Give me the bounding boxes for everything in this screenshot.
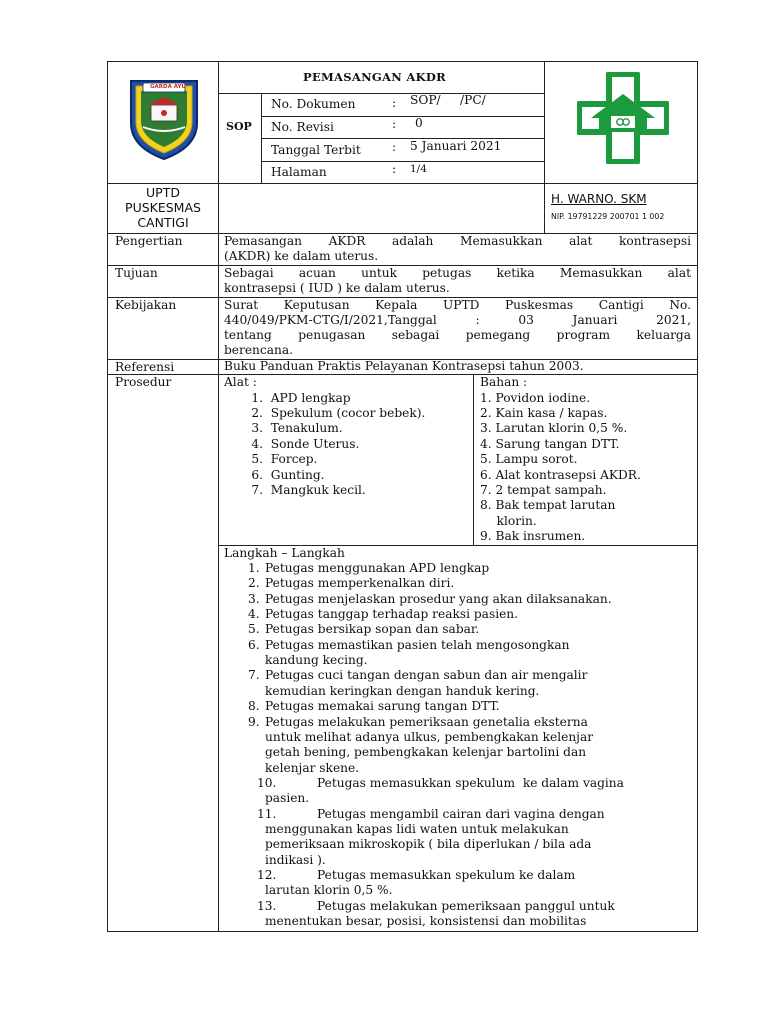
langkah-step xyxy=(224,715,692,730)
field-sep-4: : xyxy=(392,162,397,176)
bahan-item: 5. Lampu sorot. xyxy=(480,452,578,466)
step-number: 13. xyxy=(257,898,277,913)
kebijakan-line-1: Surat Keputusan Kepala UPTD Puskesmas Cantigi No. xyxy=(224,298,691,312)
step-number: 7. xyxy=(248,668,260,683)
bahan-item: 4. Sarung tangan DTT. xyxy=(480,437,620,451)
langkah-step-continued xyxy=(224,761,692,776)
step-text: Petugas memastikan pasien telah mengosongkan xyxy=(265,637,570,652)
step-text: pemeriksaan mikroskopik ( bila diperlukan / bila ada xyxy=(265,837,592,852)
step-text: pasien. xyxy=(265,791,310,806)
document-title: PEMASANGAN AKDR xyxy=(303,70,447,84)
langkah-step-continued xyxy=(224,914,692,929)
field-value-halaman: 1/4 xyxy=(410,163,427,175)
bahan-item: 1. Povidon iodine. xyxy=(480,391,591,405)
signer-nip: NIP. 19791229 200701 1 002 xyxy=(551,212,665,221)
step-number: 1. xyxy=(248,561,260,575)
field-label-no-revisi: No. Revisi xyxy=(271,120,334,134)
langkah-step xyxy=(224,561,692,576)
step-number: 10. xyxy=(257,775,277,790)
step-number: 8. xyxy=(248,699,260,714)
prosedur-label: Prosedur xyxy=(115,375,172,389)
field-value-tanggal-terbit: 5 Januari 2021 xyxy=(410,139,502,153)
langkah-step-continued xyxy=(224,837,692,852)
langkah-step-continued xyxy=(224,853,692,868)
step-text: kemudian keringkan dengan handuk kering. xyxy=(265,683,540,698)
step-number: 5. xyxy=(248,622,260,637)
org-middle-cell xyxy=(218,183,545,234)
field-value-no-dokumen: SOP/ /PC/ xyxy=(410,93,486,107)
prosedur-label-cell xyxy=(107,374,219,932)
signer-name: H. WARNO. SKM xyxy=(551,192,647,206)
kebijakan-line-3: tentang penugasan sebagai pemegang program keluarga xyxy=(224,328,691,342)
emblem-text: GARDA AYU xyxy=(150,84,186,90)
langkah-step xyxy=(224,622,692,637)
alat-item: 4. Sonde Uterus. xyxy=(251,437,360,451)
field-label-halaman: Halaman xyxy=(271,165,327,179)
langkah-step xyxy=(224,868,692,883)
field-sep-1: : xyxy=(392,96,397,110)
field-sep-3: : xyxy=(392,140,397,154)
tujuan-label: Tujuan xyxy=(115,266,158,280)
step-text: Petugas tanggap terhadap reaksi pasien. xyxy=(265,607,519,622)
pengertian-line-2: (AKDR) ke dalam uterus. xyxy=(224,249,379,263)
step-text: Petugas melakukan pemeriksaan panggul untuk xyxy=(317,898,615,913)
referensi-text: Buku Panduan Praktis Pelayanan Kontrasepsi tahun 2003. xyxy=(224,359,584,373)
langkah-step xyxy=(224,668,692,683)
step-number: 3. xyxy=(248,591,260,606)
step-text: untuk melihat adanya ulkus, pembengkakan kelenjar xyxy=(265,729,594,744)
step-text: Petugas mengambil cairan dari vagina dengan xyxy=(317,806,605,821)
step-text: Petugas cuci tangan dengan sabun dan air mengalir xyxy=(265,668,588,683)
step-text: Petugas memperkenalkan diri. xyxy=(265,576,455,591)
langkah-step xyxy=(224,592,692,607)
step-text: Petugas bersikap sopan dan sabar. xyxy=(265,622,480,637)
langkah-step xyxy=(224,607,692,622)
alat-item: 3. Tenakulum. xyxy=(251,421,343,435)
alat-item: 7. Mangkuk kecil. xyxy=(251,483,366,497)
step-text: menentukan besar, posisi, konsistensi dan mobilitas xyxy=(265,914,587,929)
puskesmas-cross-logo xyxy=(577,72,669,164)
bahan-item: 2. Kain kasa / kapas. xyxy=(480,406,608,420)
langkah-step xyxy=(224,776,692,791)
langkah-step xyxy=(224,699,692,714)
alat-item: 6. Gunting. xyxy=(251,468,325,482)
langkah-step-continued xyxy=(224,745,692,760)
langkah-step-continued xyxy=(224,653,692,668)
referensi-label: Referensi xyxy=(115,360,175,374)
langkah-step-continued xyxy=(224,883,692,898)
step-text: larutan klorin 0,5 %. xyxy=(265,883,393,898)
langkah-step-continued xyxy=(224,822,692,837)
field-value-no-revisi: 0 xyxy=(415,116,423,130)
pengertian-line-1: Pemasangan AKDR adalah Memasukkan alat kontrasepsi xyxy=(224,234,691,248)
field-label-no-dokumen: No. Dokumen xyxy=(271,97,356,111)
langkah-step-continued xyxy=(224,684,692,699)
step-text: kandung kecing. xyxy=(265,653,368,668)
langkah-step-continued xyxy=(224,730,692,745)
langkah-step xyxy=(224,638,692,653)
alat-item: 1. APD lengkap xyxy=(251,391,351,405)
org-line-3: CANTIGI xyxy=(137,215,189,230)
alat-item: 5. Forcep. xyxy=(251,452,318,466)
langkah-step xyxy=(224,899,692,914)
tujuan-line-1: Sebagai acuan untuk petugas ketika Memasukkan alat xyxy=(224,266,691,280)
kebijakan-line-2: 440/049/PKM-CTG/I/2021,Tanggal : 03 Januari 2021, xyxy=(224,313,691,327)
step-text: Petugas memasukkan spekulum ke dalam xyxy=(317,868,576,882)
langkah-step-continued xyxy=(224,791,692,806)
step-text: kelenjar skene. xyxy=(265,760,360,775)
org-line-2: PUSKESMAS xyxy=(125,200,201,215)
field-sep-2: : xyxy=(392,117,397,131)
bahan-item: 8. Bak tempat larutan xyxy=(480,498,616,512)
step-text: getah bening, pembengkakan kelenjar bartolini dan xyxy=(265,745,587,760)
sop-label: SOP xyxy=(226,120,252,133)
bahan-item: 7. 2 tempat sampah. xyxy=(480,483,607,497)
step-text: Petugas menggunakan APD lengkap xyxy=(265,561,490,575)
step-number: 11. xyxy=(257,806,277,821)
sop-label-cell xyxy=(218,93,262,184)
step-number: 9. xyxy=(248,714,260,729)
bahan-heading: Bahan : xyxy=(480,375,528,389)
bahan-item: 9. Bak insrumen. xyxy=(480,529,586,543)
step-text: Petugas melakukan pemeriksaan genetalia eksterna xyxy=(265,714,588,729)
step-number: 12. xyxy=(257,868,277,882)
bahan-item: 3. Larutan klorin 0,5 %. xyxy=(480,421,628,435)
kebijakan-label: Kebijakan xyxy=(115,298,177,312)
step-text: Petugas memakai sarung tangan DTT. xyxy=(265,699,500,714)
step-number: 6. xyxy=(248,637,260,652)
langkah-heading: Langkah – Langkah xyxy=(224,546,345,560)
bahan-item-continued: klorin. xyxy=(496,514,537,528)
langkah-step xyxy=(224,576,692,591)
step-number: 2. xyxy=(248,576,260,591)
step-text: indikasi ). xyxy=(265,852,326,867)
step-text: Petugas menjelaskan prosedur yang akan dilaksanakan. xyxy=(265,591,612,606)
alat-heading: Alat : xyxy=(224,375,257,389)
field-label-tanggal-terbit: Tanggal Terbit xyxy=(271,143,361,157)
pengertian-label: Pengertian xyxy=(115,234,183,248)
alat-item: 2. Spekulum (cocor bebek). xyxy=(251,406,426,420)
kebijakan-line-4: berencana. xyxy=(224,343,293,357)
langkah-step xyxy=(224,807,692,822)
org-line-1: UPTD xyxy=(146,185,180,200)
tujuan-line-2: kontrasepsi ( IUD ) ke dalam uterus. xyxy=(224,281,450,295)
step-number: 4. xyxy=(248,607,260,622)
bahan-item: 6. Alat kontrasepsi AKDR. xyxy=(480,468,641,482)
sop-document xyxy=(107,61,698,932)
step-text: menggunakan kapas lidi waten untuk melakukan xyxy=(265,821,569,836)
step-text: Petugas memasukkan spekulum ke dalam vagina xyxy=(317,775,624,790)
